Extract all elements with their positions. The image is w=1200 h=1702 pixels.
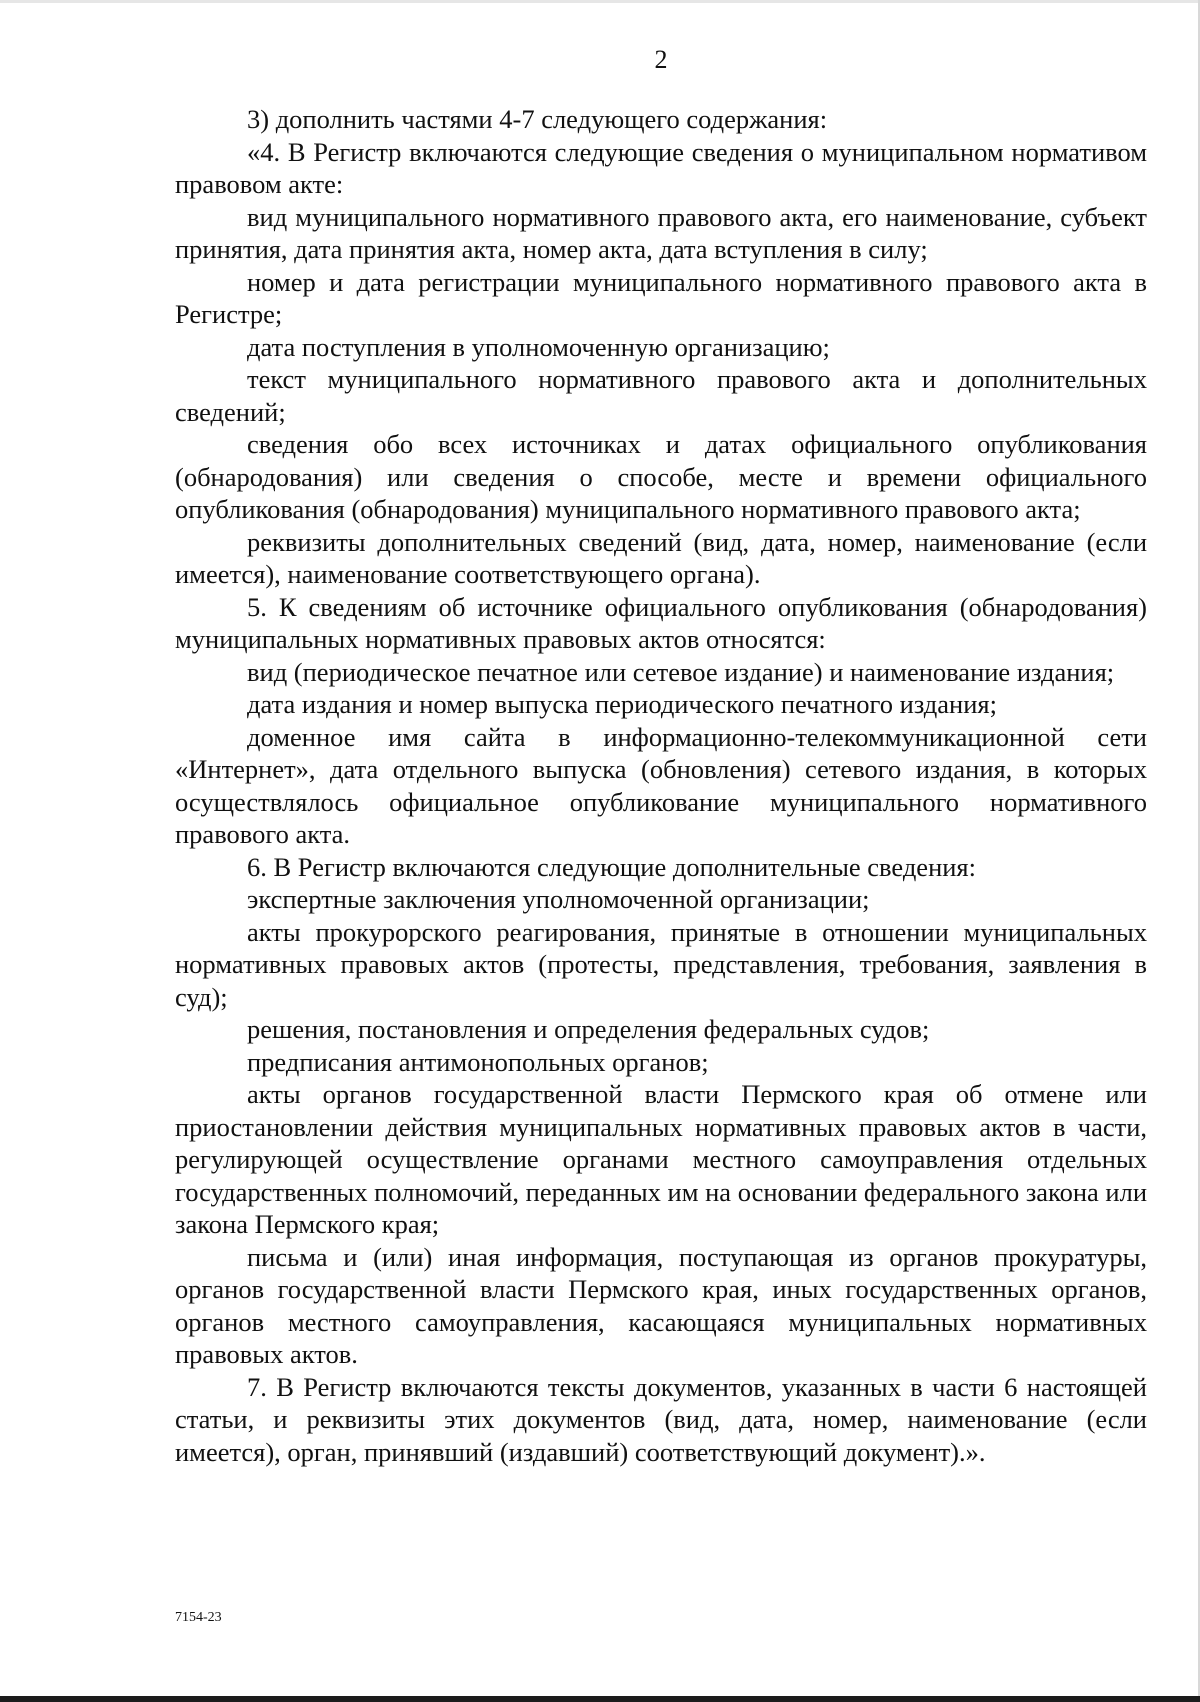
paragraph: доменное имя сайта в информационно-телекоммуникационной сети «Интернет», дата отдельного выпуска (обновления) сетевого издания, в которых осуществлялось официальное опубликование муниципального нормативного правового акта.: [175, 721, 1147, 849]
document-code: 7154-23: [175, 1610, 222, 1625]
paragraph: предписания антимонопольных органов;: [247, 1046, 709, 1077]
paragraph: 6. В Регистр включаются следующие дополнительные сведения:: [247, 851, 976, 882]
paragraph: акты прокурорского реагирования, принятые в отношении муниципальных нормативных правовых актов (протесты, представления, требования, заявления в суд);: [175, 916, 1147, 1012]
paragraph: текст муниципального нормативного правового акта и дополнительных сведений;: [175, 364, 1147, 427]
paragraph: решения, постановления и определения федеральных судов;: [247, 1014, 930, 1044]
paragraph: 3) дополнить частями 4-7 следующего содержания:: [247, 104, 828, 134]
paragraph: номер и дата регистрации муниципального нормативного правового акта в Регистре;: [175, 266, 1147, 329]
scan-edge-bottom: [0, 1696, 1200, 1702]
paragraph: сведения обо всех источниках и датах официального опубликования (обнародования) или сведения о способе, месте и времени официального опубликования (обнародования) муниципального нормативного правового акта;: [175, 429, 1147, 524]
paragraph: реквизиты дополнительных сведений (вид, дата, номер, наименование (если имеется), наименование соответствующего органа).: [175, 526, 1147, 589]
paragraph: акты органов государственной власти Пермского края об отмене или приостановлении действия муниципальных нормативных правовых актов в части, регулирующей осуществление органами местного самоуправления отдельных государственных полномочий, переданных им на основании федерального закона или закона Пермского края;: [175, 1079, 1147, 1239]
paragraph: экспертные заключения уполномоченной организации;: [247, 884, 870, 914]
paragraph: вид муниципального нормативного правового акта, его наименование, субъект принятия, дата принятия акта, номер акта, дата вступления в силу;: [175, 201, 1147, 264]
document-body: [175, 103, 1147, 1468]
page-number: 2: [654, 45, 668, 74]
paragraph: вид (периодическое печатное или сетевое издание) и наименование издания;: [247, 656, 1115, 687]
paragraph: дата поступления в уполномоченную организацию;: [247, 331, 830, 362]
paragraph: 7. В Регистр включаются тексты документов, указанных в части 6 настоящей статьи, и реквизиты этих документов (вид, дата, номер, наименование (если имеется), орган, принявший (издавший) соответствующий документ).».: [175, 1371, 1147, 1467]
paragraph: «4. В Регистр включаются следующие сведения о муниципальном нормативом правовом акте:: [175, 136, 1147, 199]
scan-edge-top: [0, 0, 1200, 3]
paragraph: письма и (или) иная информация, поступающая из органов прокуратуры, органов государственной власти Пермского края, иных государственных органов, органов местного самоуправления, касающаяся муниципальных нормативных правовых актов.: [175, 1241, 1147, 1369]
paragraph: 5. К сведениям об источнике официального опубликования (обнародования) муниципальных нормативных правовых актов относятся:: [175, 591, 1147, 654]
paragraph: дата издания и номер выпуска периодического печатного издания;: [247, 689, 997, 719]
